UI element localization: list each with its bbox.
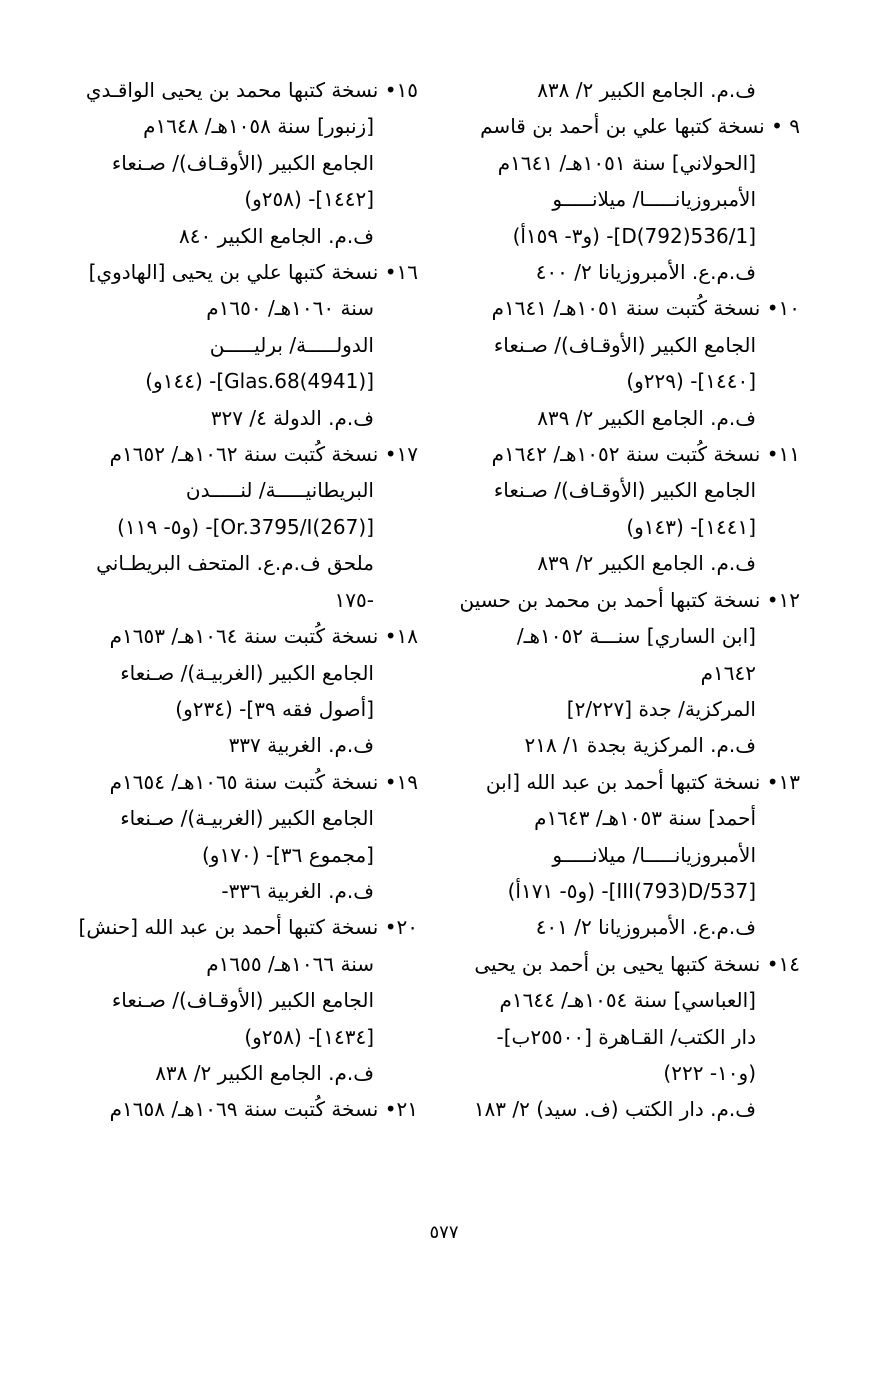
entry-line: ١٦• نسخة كتبها علي بن يحيى [الهادوي] bbox=[88, 260, 418, 285]
entry-line: ١١• نسخة كُتبت سنة ١٠٥٢هـ/ ١٦٤٢م bbox=[491, 442, 800, 467]
entry-line: البريطانيـــــة/ لنـــــدن bbox=[185, 478, 374, 503]
entry-line: ف.م.ع. الأمبروزيانا ٢/ ٤٠١ bbox=[535, 915, 756, 940]
entry-line: [536/1(792)D]- (و٣- ١٥٩أ) bbox=[512, 223, 756, 248]
page-number: ٥٧٧ bbox=[429, 1222, 459, 1243]
left-column bbox=[78, 72, 418, 1128]
entry-line: [مجموع ٣٦]- (١٧٠و) bbox=[202, 842, 374, 867]
entry-line: سنة ١٠٦٦هـ/ ١٦٥٥م bbox=[206, 951, 374, 976]
entry-16 bbox=[78, 254, 418, 436]
entry-line: الجامع الكبير (الأوقـاف)/ صـنعاء bbox=[111, 150, 374, 175]
entry-line: ١٢• نسخة كتبها أحمد بن محمد بن حسين bbox=[459, 587, 800, 612]
entry-line: الجامع الكبير (الأوقـاف)/ صـنعاء bbox=[493, 478, 756, 503]
entry-line: [الحولاني] سنة ١٠٥١هـ/ ١٦٤١م bbox=[497, 150, 756, 175]
entry-line: ف.م. الغربية ٣٣٦- bbox=[221, 878, 374, 903]
entry-line: ٩ • نسخة كتبها علي بن أحمد بن قاسم bbox=[480, 114, 800, 139]
entry-13 bbox=[470, 764, 800, 946]
entry-line: الجامع الكبير (الأوقـاف)/ صـنعاء bbox=[111, 988, 374, 1013]
entry-line: ١٧• نسخة كُتبت سنة ١٠٦٢هـ/ ١٦٥٢م bbox=[109, 442, 418, 467]
entry-line: ١٥• نسخة كتبها محمد بن يحيى الواقـدي bbox=[85, 78, 418, 102]
entry-line: الدولـــــة/ برليـــــن bbox=[209, 332, 374, 357]
entry-line: المركزية/ جدة [٢/٢٢٧] bbox=[566, 696, 756, 721]
entry-line: [537/III(793)D]- (و٥- ١٧١أ) bbox=[507, 878, 756, 903]
entry-line: ف.م. الجامع الكبير ٢/ ٨٣٨ bbox=[537, 78, 756, 102]
entry-line: ف.م. دار الكتب (ف. سيد) ٢/ ١٨٣ bbox=[473, 1097, 756, 1122]
entry-line: [أصول فقه ٣٩]- (٢٣٤و) bbox=[175, 696, 374, 721]
entry-line: الأمبروزيانـــــا/ ميلانـــــو bbox=[552, 842, 756, 867]
entry-line: [ابن الساري] سنـــة ١٠٥٢هـ/ bbox=[516, 624, 756, 649]
entry-line: ف.م. المركزية بجدة ١/ ٢١٨ bbox=[524, 733, 756, 758]
entry-line: [زنبور] سنة ١٠٥٨هـ/ ١٦٤٨م bbox=[143, 114, 374, 139]
entry-line: ف.م. الدولة ٤/ ٣٢٧ bbox=[210, 405, 374, 430]
entry-12 bbox=[459, 582, 800, 764]
entry-line: ١٣• نسخة كتبها أحمد بن عبد الله [ابن bbox=[485, 769, 800, 794]
entry-line: ٢١• نسخة كُتبت سنة ١٠٦٩هـ/ ١٦٥٨م bbox=[109, 1097, 418, 1122]
entry-line: ١٩• نسخة كُتبت سنة ١٠٦٥هـ/ ١٦٥٤م bbox=[109, 769, 418, 794]
entry-line: ١٦٤٢م bbox=[700, 660, 756, 685]
entry-20 bbox=[78, 909, 418, 1091]
entry-line: ١٠• نسخة كُتبت سنة ١٠٥١هـ/ ١٦٤١م bbox=[491, 296, 800, 321]
entry-14 bbox=[470, 946, 800, 1128]
entry-line: سنة ١٠٦٠هـ/ ١٦٥٠م bbox=[206, 296, 374, 321]
entry-line: ف.م. الجامع الكبير ٨٤٠ bbox=[179, 223, 374, 248]
entry-line: الجامع الكبير (الغربيـة)/ صـنعاء bbox=[120, 806, 374, 831]
entry-9 bbox=[470, 108, 800, 290]
entry-18 bbox=[78, 618, 418, 764]
entry-line: ف.م. الجامع الكبير ٢/ ٨٣٨ bbox=[155, 1060, 374, 1085]
entry-15 bbox=[78, 72, 418, 254]
entry-21 bbox=[78, 1091, 418, 1127]
entry-line: [١٤٤٢]- (٢٥٨و) bbox=[244, 187, 374, 212]
entry-line: الجامع الكبير (الأوقـاف)/ صـنعاء bbox=[493, 332, 756, 357]
entry-line: ف.م. الجامع الكبير ٢/ ٨٣٩ bbox=[537, 551, 756, 576]
entry-line: [١٤٤٠]- (٢٢٩و) bbox=[626, 369, 756, 394]
entry-line: [١٤٣٤]- (٢٥٨و) bbox=[244, 1024, 374, 1049]
entry-19 bbox=[78, 764, 418, 910]
entry-line: دار الكتب/ القـاهرة [٢٥٥٠٠ب]- bbox=[496, 1024, 756, 1049]
entry-line: ١٤• نسخة كتبها يحيى بن أحمد بن يحيى bbox=[474, 951, 800, 976]
entry-line: ٢٠• نسخة كتبها أحمد بن عبد الله [حنش] bbox=[78, 915, 418, 940]
entry-line: ف.م. الجامع الكبير ٢/ ٨٣٩ bbox=[537, 405, 756, 430]
entry-line: أحمد] سنة ١٠٥٣هـ/ ١٦٤٣م bbox=[534, 806, 756, 831]
entry-line: الجامع الكبير (الغربيـة)/ صـنعاء bbox=[120, 660, 374, 685]
entry-10 bbox=[470, 290, 800, 436]
entry-line: ملحق ف.م.ع. المتحف البريطـاني bbox=[96, 551, 374, 576]
entry-continuation bbox=[470, 72, 800, 108]
entry-line: [العباسي] سنة ١٠٥٤هـ/ ١٦٤٤م bbox=[499, 988, 756, 1013]
entry-line: -١٧٥ bbox=[334, 587, 374, 612]
entry-line: ف.م.ع. الأمبروزيانا ٢/ ٤٠٠ bbox=[535, 260, 756, 285]
entry-line: [١٤٤١]- (١٤٣و) bbox=[626, 514, 756, 539]
entry-line: [Or.3795/I(267)]- (و٥- ١١٩) bbox=[117, 514, 374, 539]
entry-17 bbox=[78, 436, 418, 618]
entry-line: الأمبروزيانـــــا/ ميلانـــــو bbox=[552, 187, 756, 212]
entry-line: ١٨• نسخة كُتبت سنة ١٠٦٤هـ/ ١٦٥٣م bbox=[109, 624, 418, 649]
entry-line: (و١٠- ٢٢٢) bbox=[663, 1060, 756, 1085]
entry-11 bbox=[470, 436, 800, 582]
entry-line: ف.م. الغربية ٣٣٧ bbox=[228, 733, 374, 758]
right-column bbox=[459, 72, 800, 1128]
entry-line: [Glas.68(4941)]- (١٤٤و) bbox=[145, 369, 374, 394]
